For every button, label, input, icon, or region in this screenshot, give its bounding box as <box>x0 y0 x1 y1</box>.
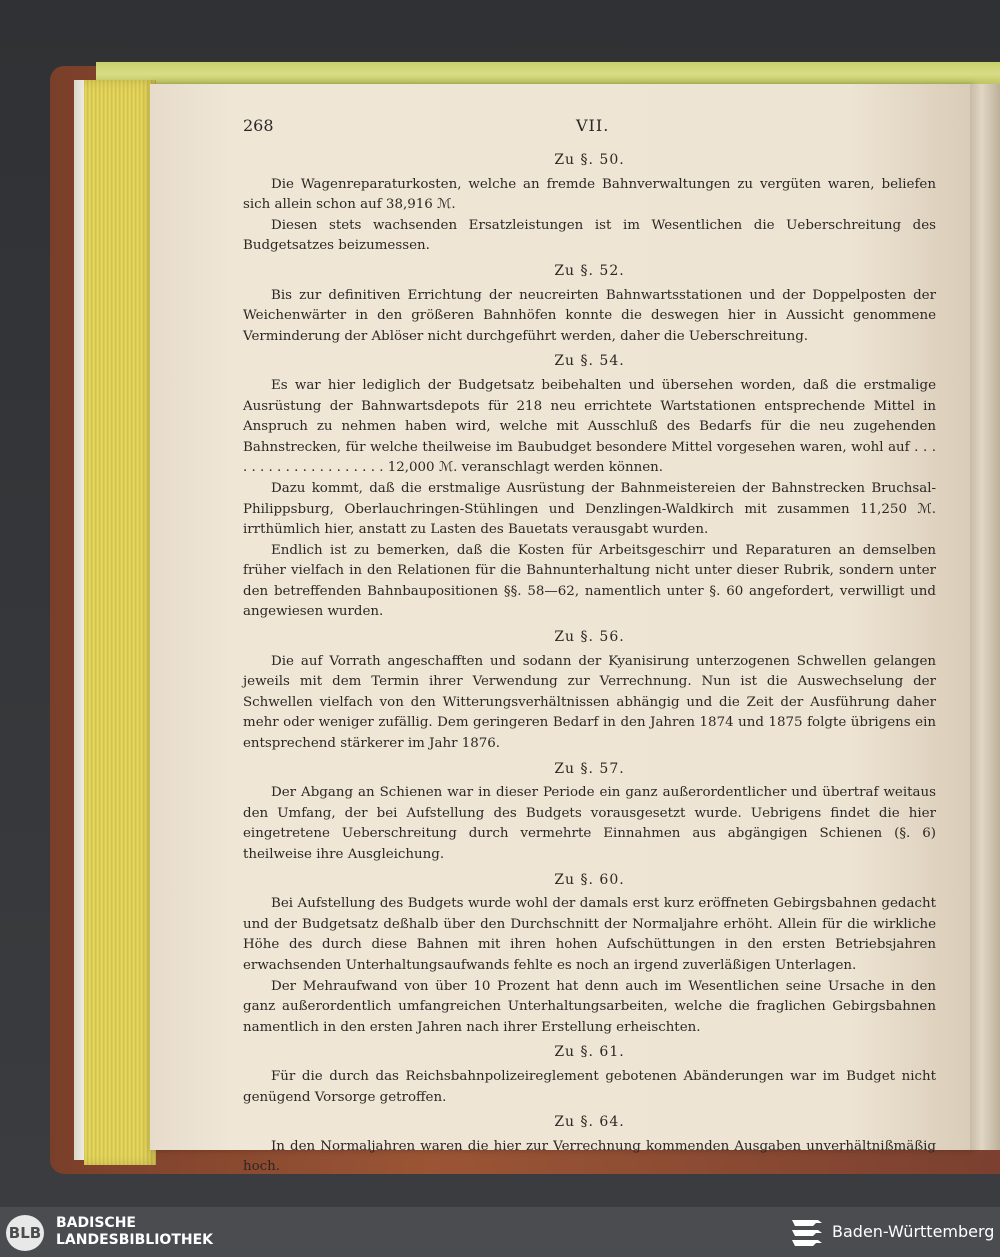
section-paragraph: Für die durch das Reichsbahnpolizeireglement gebotenen Abänderungen war im Budget nicht genügend Vorsorge getroffen. <box>243 1068 936 1105</box>
page-content <box>243 116 936 1178</box>
library-name-line1: BADISCHE <box>56 1215 136 1231</box>
section-heading: Zu §. 57. <box>554 760 625 777</box>
page-header <box>243 116 936 146</box>
book-gilt-edge <box>84 80 156 1165</box>
section-heading: Zu §. 52. <box>554 262 625 279</box>
section-paragraph: In den Normaljahren waren die hier zur Verrechnung kommenden Ausgaben unverhältnißmäßig hoch. <box>243 1138 936 1175</box>
section-heading: Zu §. 60. <box>554 871 625 888</box>
sections-container <box>243 150 936 1178</box>
section-paragraph: Diesen stets wachsenden Ersatzleistungen ist im Wesentlichen die Ueberschreitung des Budgetsatzes beizumessen. <box>243 217 936 254</box>
section-paragraph: Es war hier lediglich der Budgetsatz beibehalten und übersehen worden, daß die erstmalige Ausrüstung der Bahnwartsdepots für 218 neu errichtete Wartstationen entsprechende Mittel in Anspruch zu nehmen haben wird, welche mit Ausschluß des Bedarfs für die neu zugehenden Bahnstrecken, für welche theilweise im Baubudget besondere Mittel vorgesehen waren, wohl auf . . . . . . . . . . . . . . . . . . . . 12,000 ℳ. veranschlagt werden können. <box>243 377 936 476</box>
state-name[interactable]: Baden-Württemberg <box>832 1222 995 1241</box>
book-gutter <box>970 84 1000 1150</box>
section-paragraph: Der Mehraufwand von über 10 Prozent hat denn auch im Wesentlichen seine Ursache in den ganz außerordentlich umfangreichen Unterhaltungsarbeiten, welche die fraglichen Gebirgsbahnen namentlich in den ersten Jahren nach ihrer Erstellung erheischten. <box>243 978 936 1035</box>
section-heading: Zu §. 50. <box>554 152 625 168</box>
section-paragraph: Bei Aufstellung des Budgets wurde wohl der damals erst kurz eröffneten Gebirgsbahnen gedacht und der Budgetsatz deßhalb über den Durchschnitt der Normaljahre erhöht. Allein für die wirkliche Höhe des durch diese Bahnen mit ihren hohen Aufschüttungen in den ersten Betriebsjahren erwachsenden Unterhaltungsaufwands fehlte es noch an irgend zuverläßigen Unterlagen. <box>243 896 936 973</box>
section-paragraph: Endlich ist zu bemerken, daß die Kosten für Arbeitsgeschirr und Reparaturen an demselben früher vielfach in den Relationen für die Bahnunterhaltung nicht unter dieser Rubrik, sondern unter den betreffenden Bahnbaupositionen §§. 58—62, namentlich unter §. 60 angefordert, verwilligt und angewiesen wurden. <box>243 542 936 620</box>
lions-emblem-icon <box>790 1216 824 1248</box>
section-heading: Zu §. 64. <box>554 1114 625 1131</box>
blb-logo[interactable]: BLB <box>6 1215 44 1251</box>
section-heading: Zu §. 56. <box>554 629 625 646</box>
chapter-heading: VII. <box>576 116 610 135</box>
section-paragraph: Die Wagenreparaturkosten, welche an fremde Bahnverwaltungen zu vergüten waren, beliefen sich allein schon auf 38,916 ℳ. <box>243 176 936 213</box>
library-name[interactable] <box>56 1215 213 1249</box>
section-heading: Zu §. 54. <box>554 353 625 370</box>
footer-bar <box>0 1207 1000 1257</box>
section-paragraph: Der Abgang an Schienen war in dieser Periode ein ganz außerordentlicher und übertraf weitaus den Umfang, der bei Aufstellung des Budgets vorausgesetzt wurde. Uebrigens findet die hier eingetretene Ueberschreitung durch vermehrte Einnahmen aus abgängigen Schienen (§. 6) theilweise ihre Ausgleichung. <box>243 785 936 862</box>
section-heading: Zu §. 61. <box>554 1044 625 1061</box>
section-paragraph: Bis zur definitiven Errichtung der neucreirten Bahnwartsstationen und der Doppelposten der Weichenwärter in den größeren Bahnhöfen konnte die deswegen hier in Aussicht genommene Verminderung der Ablöser nicht durchgeführt werden, daher die Ueberschreitung. <box>243 287 936 344</box>
book-page-edge <box>74 80 84 1160</box>
library-name-line2: LANDESBIBLIOTHEK <box>56 1232 214 1248</box>
section-paragraph: Dazu kommt, daß die erstmalige Ausrüstung der Bahnmeistereien der Bahnstrecken Bruchsal-Philippsburg, Oberlauchringen-Stühlingen und Denzlingen-Waldkirch mit zusammen 11,250 ℳ. irrthümlich hier, anstatt zu Lasten des Bauetats verausgabt wurden. <box>243 480 936 538</box>
section-paragraph: Die auf Vorrath angeschafften und sodann der Kyanisirung unterzogenen Schwellen gelangen jeweils mit dem Termin ihrer Verwendung zur Verrechnung. Nun ist die Auswechselung der Schwellen vielfach von den Witterungsverhältnissen abhängig und die Zeit der Ausführung daher mehr oder weniger zufällig. Dem geringeren Bedarf in den Jahren 1874 und 1875 folgte übrigens ein entsprechend stärkerer im Jahr 1876. <box>243 653 936 752</box>
book-top-edge <box>96 62 1000 86</box>
page-number: 268 <box>243 116 274 135</box>
